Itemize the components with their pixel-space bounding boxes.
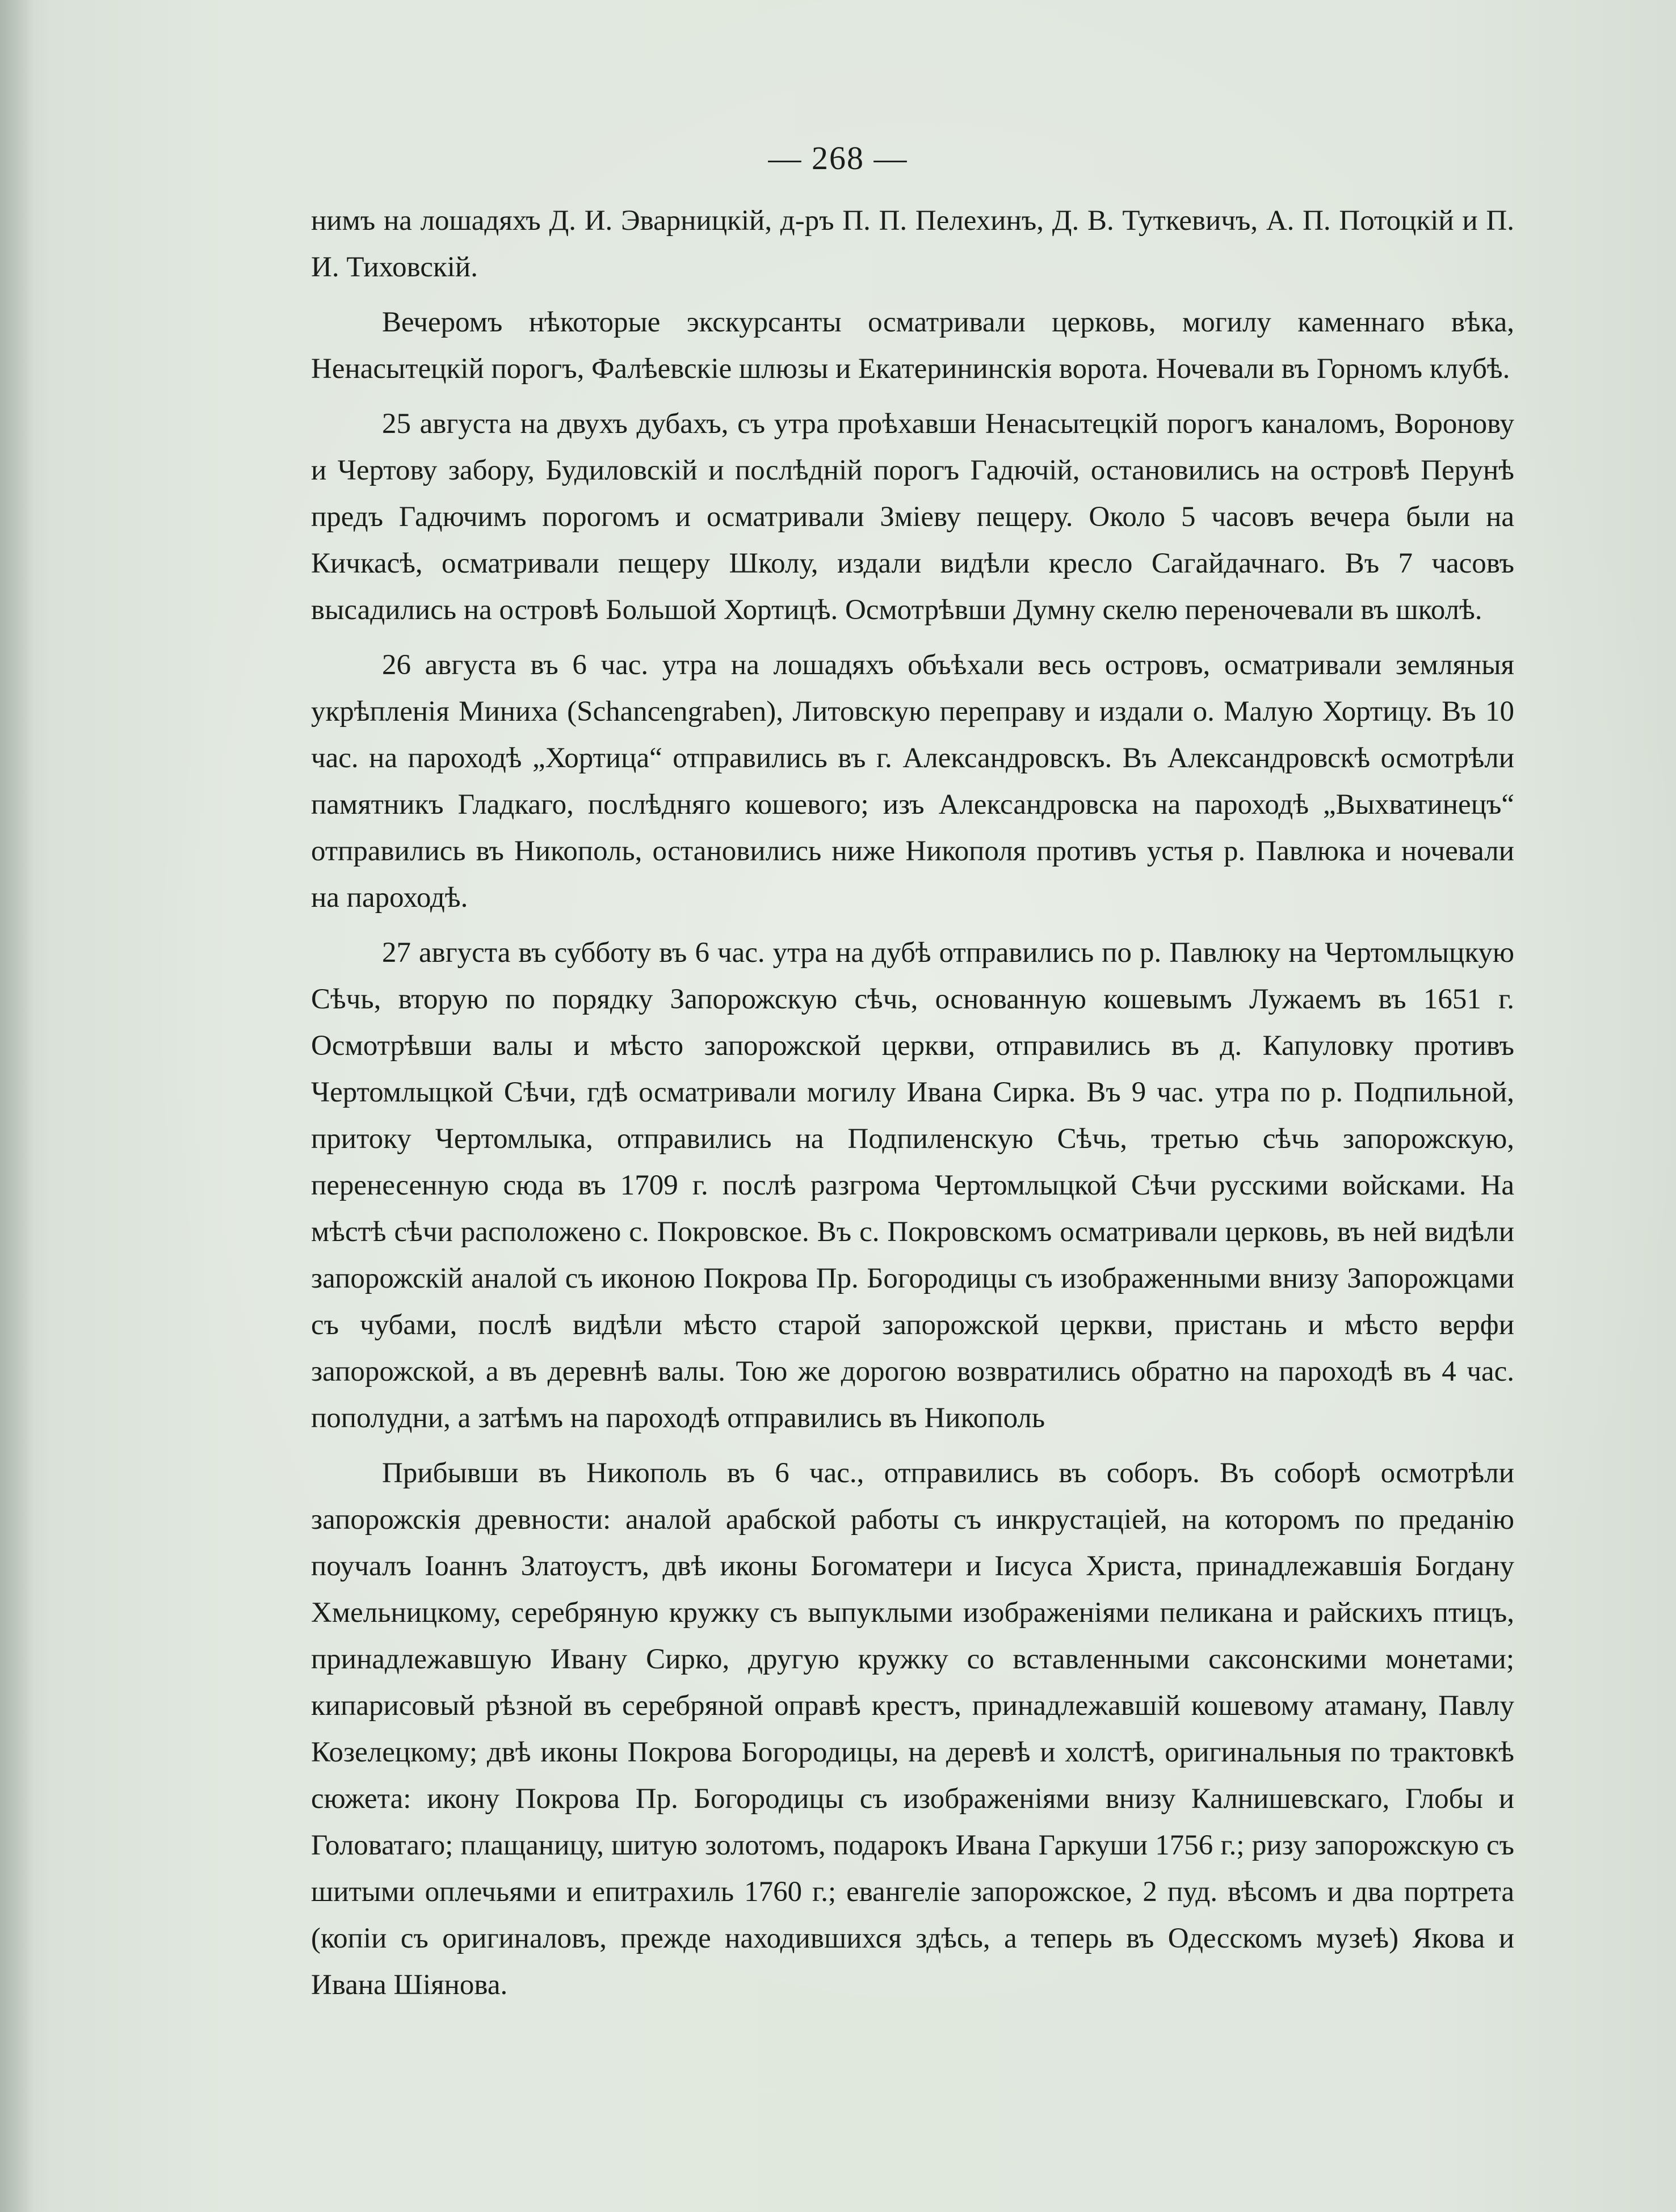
paragraph-continuation: нимъ на лошадяхъ Д. И. Эварницкій, д-ръ П. П. Пелехинъ, Д. В. Туткевичъ, А. П. Потоцкій и П. И. Тиховскій. xyxy=(311,205,1514,283)
paragraph-aug-25: 25 августа на двухъ дубахъ, съ утра проѣхавши Ненасытецкій порогъ каналомъ, Воронову и Чертову забору, Будиловскій и послѣдній порогъ Гадючій, остановились на островѣ Перунѣ предъ Гадючимъ порогомъ и осматривали Зміеву пещеру. Около 5 часовъ вечера были на Кичкасѣ, осматривали пещеру Школу, издали видѣли кресло Сагайдачнаго. Въ 7 часовъ высадились на островѣ Большой Хортицѣ. Осмотрѣвши Думну скелю переночевали въ школѣ. xyxy=(311,408,1514,626)
binding-shadow xyxy=(0,0,34,2212)
paragraph-nikopol: Прибывши въ Никополь въ 6 час., отправились въ соборъ. Въ соборѣ осмотрѣли запорожскія древности: аналой арабской работы съ инкрустаціей, на которомъ по преданію поучалъ Іоаннъ Златоустъ, двѣ иконы Богоматери и Іисуса Христа, принадлежавшія Богдану Хмельницкому, серебряную кружку съ выпуклыми изображеніями пеликана и райскихъ птицъ, принадлежавшую Ивану Сирко, другую кружку со вставленными саксонскими монетами; кипарисовый рѣзной въ серебряной оправѣ крестъ, принадлежавшій кошевому атаману, Павлу Козелецкому; двѣ иконы Покрова Богородицы, на деревѣ и холстѣ, оригинальныя по трактовкѣ сюжета: икону Покрова Пр. Богородицы съ изображеніями внизу Калнишевскаго, Глобы и Головатаго; плащаницу, шитую золотомъ, подарокъ Ивана Гаркуши 1756 г.; ризу запорожскую съ шитыми оплечьями и епитрахиль 1760 г.; евангеліе запорожское, 2 пуд. вѣсомъ и два портрета (копіи съ оригиналовъ, прежде находившихся здѣсь, а теперь въ Одесскомъ музеѣ) Якова и Ивана Шіянова. xyxy=(311,1457,1514,2001)
page-number: — 268 — xyxy=(768,140,908,176)
paragraph-aug-26: 26 августа въ 6 час. утра на лошадяхъ объѣхали весь островъ, осматривали земляныя укрѣпленія Миниха (Schancengraben), Литовскую переправу и издали о. Малую Хортицу. Въ 10 час. на пароходѣ „Хортица“ отправились въ г. Александровскъ. Въ Александровскѣ осмотрѣли памятникъ Гладкаго, послѣдняго кошевого; изъ Александровска на пароходѣ „Выхватинецъ“ отправились въ Никополь, остановились ниже Никополя противъ устья р. Павлюка и ночевали на пароходѣ. xyxy=(311,649,1514,914)
paragraph-evening: Вечеромъ нѣкоторые экскурсанты осматривали церковь, могилу каменнаго вѣка, Ненасытецкій порогъ, Фалѣевскіе шлюзы и Екатерининскія ворота. Ночевали въ Горномъ клубѣ. xyxy=(311,306,1514,385)
paragraph-aug-27: 27 августа въ субботу въ 6 час. утра на дубѣ отправились по р. Павлюку на Чертомлыцкую Сѣчь, вторую по порядку Запорожскую сѣчь, основанную кошевымъ Лужаемъ въ 1651 г. Осмотрѣвши валы и мѣсто запорожской церкви, отправились въ д. Капуловку противъ Чертомлыцкой Сѣчи, гдѣ осматривали могилу Ивана Сирка. Въ 9 час. утра по р. Подпильной, притоку Чертомлыка, отправились на Подпиленскую Сѣчь, третью сѣчь запорожскую, перенесенную сюда въ 1709 г. послѣ разгрома Чертомлыцкой Сѣчи русскими войсками. На мѣстѣ сѣчи расположено с. Покровское. Въ с. Покровскомъ осматривали церковь, въ ней видѣли запорожскій аналой съ иконою Покрова Пр. Богородицы съ изображенными внизу Запорожцами съ чубами, послѣ видѣли мѣсто старой запорожской церкви, пристань и мѣсто верфи запорожской, а въ деревнѣ валы. Тою же дорогою возвратились обратно на пароходѣ въ 4 час. пополудни, а затѣмъ на пароходѣ отправились въ Никополь xyxy=(311,937,1514,1434)
body-text xyxy=(311,197,1514,2017)
